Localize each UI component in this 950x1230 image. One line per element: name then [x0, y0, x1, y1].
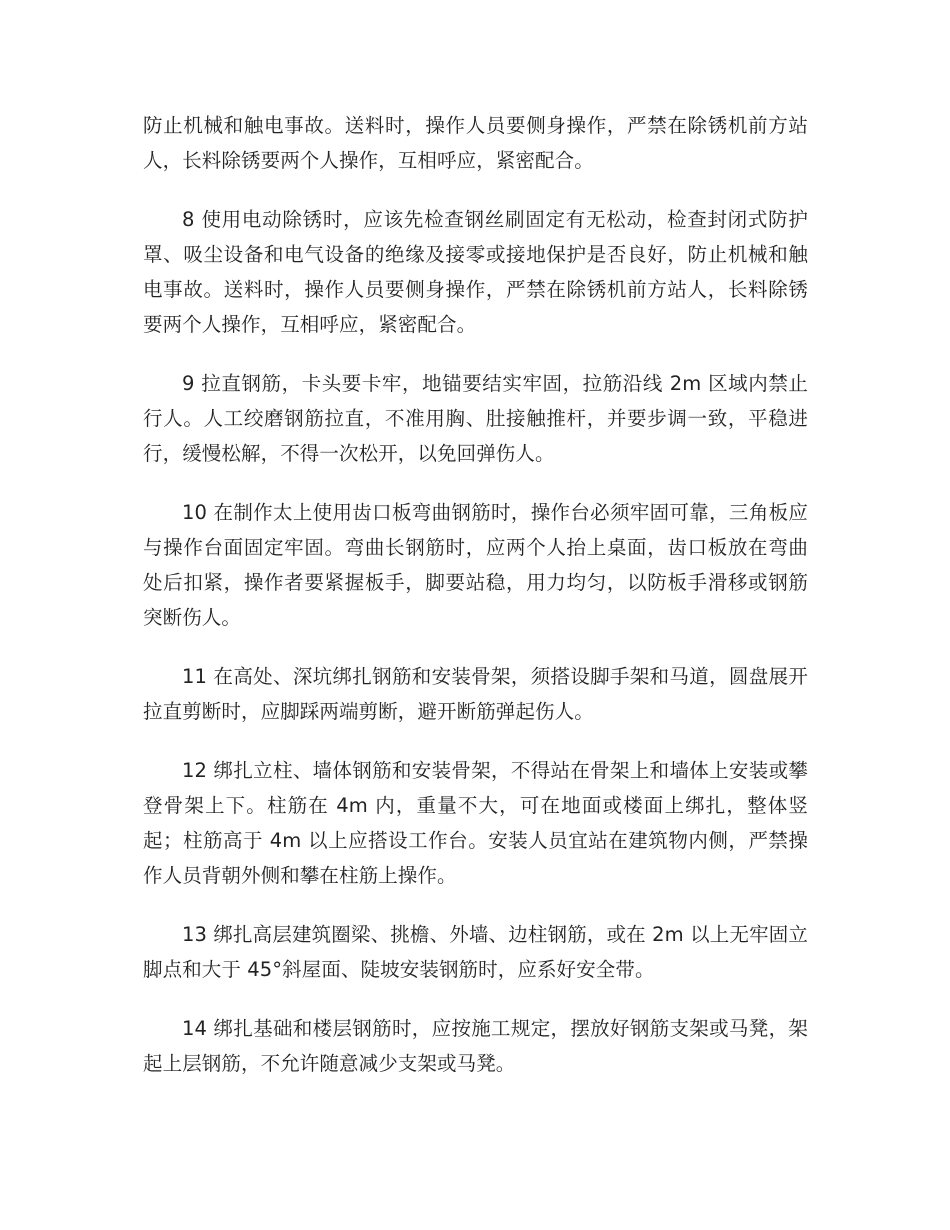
paragraph-item-11: 11 在高处、深坑绑扎钢筋和安装骨架，须搭设脚手架和马道，圆盘展开拉直剪断时，应脚踩两端剪断，避开断筋弹起伤人。 [143, 665, 808, 723]
paragraph-item-13: 13 绑扎高层建筑圈梁、挑檐、外墙、边柱钢筋，或在 2m 以上无牢固立脚点和大于 45°斜屋面、陡坡安装钢筋时，应系好安全带。 [143, 923, 808, 981]
paragraph-item-12: 12 绑扎立柱、墙体钢筋和安装骨架，不得站在骨架上和墙体上安装或攀登骨架上下。柱筋在 4m 内，重量不大，可在地面或楼面上绑扎，整体竖起；柱筋高于 4m 以上应搭设工作台。安装人员宜站在建筑物内侧，严禁操作人员背朝外侧和攀在柱筋上操作。 [143, 759, 808, 887]
paragraph-continued: 防止机械和触电事故。送料时，操作人员要侧身操作，严禁在除锈机前方站人，长料除锈要两个人操作，互相呼应，紧密配合。 [143, 114, 808, 172]
paragraph-item-14: 14 绑扎基础和楼层钢筋时，应按施工规定，摆放好钢筋支架或马凳，架起上层钢筋，不允许随意减少支架或马凳。 [143, 1017, 808, 1075]
paragraph-item-9: 9 拉直钢筋，卡头要卡牢，地锚要结实牢固，拉筋沿线 2m 区域内禁止行人。人工绞磨钢筋拉直，不准用胸、肚接触推杆，并要步调一致，平稳进行，缓慢松解，不得一次松开，以免回弹伤人。 [143, 372, 808, 465]
document-body [143, 108, 808, 1105]
paragraph-item-8: 8 使用电动除锈时，应该先检查钢丝刷固定有无松动，检查封闭式防护罩、吸尘设备和电气设备的绝缘及接零或接地保护是否良好，防止机械和触电事故。送料时，操作人员要侧身操作，严禁在除锈机前方站人，长料除锈要两个人操作，互相呼应，紧密配合。 [143, 208, 808, 336]
paragraph-item-10: 10 在制作太上使用齿口板弯曲钢筋时，操作台必须牢固可靠，三角板应与操作台面固定牢固。弯曲长钢筋时，应两个人抬上桌面，齿口板放在弯曲处后扣紧，操作者要紧握板手，脚要站稳，用力均匀，以防板手滑移或钢筋突断伤人。 [143, 501, 808, 629]
